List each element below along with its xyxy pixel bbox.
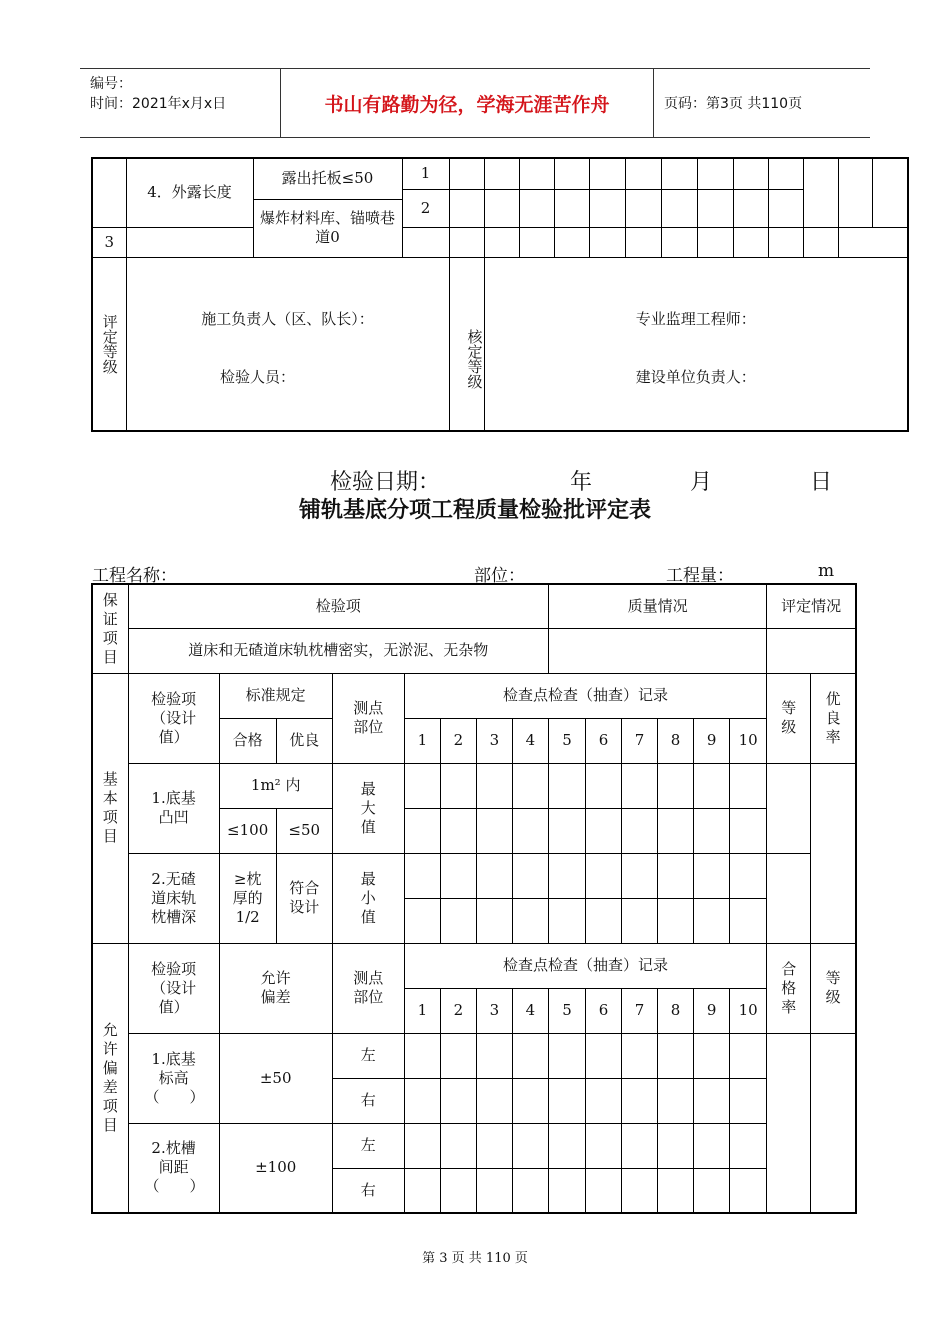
col-num: 6 [586, 988, 622, 1033]
col-num: 2 [440, 988, 476, 1033]
basic-label: 基本项目 [92, 673, 128, 943]
page-info-text: 页码：第3页 共110页 [664, 96, 803, 112]
b1-good: ≤50 [276, 808, 332, 853]
col-rating-header: 评定情况 [767, 584, 856, 628]
col-num: 7 [622, 718, 658, 763]
guarantee-label: 保证项目 [92, 584, 128, 673]
b1-point: 最大值 [332, 763, 404, 853]
quantity-unit: m [818, 561, 835, 581]
verify-label: 核定等级 [449, 257, 484, 431]
a2-item: 2.枕槽间距（ ） [128, 1123, 219, 1213]
b2-good: 符合设计 [276, 853, 332, 943]
quantity-label: 工程量： [666, 566, 734, 586]
builder-leader: 建设单位负责人： [635, 367, 756, 386]
b1-pass: ≤100 [219, 808, 276, 853]
header-meta [80, 69, 281, 137]
date-label: 检验日期： [330, 470, 441, 495]
number-label: 编号： [90, 76, 132, 92]
allow-measure-point-header: 测点部位 [332, 943, 404, 1033]
sub-exposed: 露出托板≤50 [253, 158, 402, 199]
construction-leader: 施工负责人（区、队长）： [201, 309, 374, 328]
b2-point: 最小值 [332, 853, 404, 943]
col-num: 10 [730, 988, 767, 1033]
allow-item-header: 检验项（设计值） [128, 943, 219, 1033]
good-rate-header: 优良率 [811, 673, 856, 763]
page-title: 铺轨基底分项工程质量检验批评定表 [298, 498, 651, 523]
std-good: 优良 [276, 718, 332, 763]
a1-left: 左 [332, 1033, 404, 1078]
construction-signature-cell [126, 257, 449, 431]
sub-explosive-store: 爆炸材料库、锚喷巷道0 [253, 199, 402, 257]
col-num: 3 [476, 718, 512, 763]
date-month: 月 [690, 470, 713, 495]
a2-dev: ±100 [219, 1123, 332, 1213]
col-num: 7 [622, 988, 658, 1033]
col-num: 9 [694, 718, 730, 763]
col-num: 5 [548, 718, 585, 763]
page-footer: 第 3 页 共 110 页 [422, 1251, 528, 1266]
col-num: 5 [548, 988, 585, 1033]
col-num: 4 [512, 718, 548, 763]
time-label: 时间：2021年x月x日 [90, 96, 227, 112]
project-name-label: 工程名称： [92, 566, 177, 586]
b1-item: 1.底基凸凹 [128, 763, 219, 853]
col-num: 2 [440, 718, 476, 763]
b2-pass: ≥枕厚的1/2 [219, 853, 276, 943]
col-num: 6 [586, 718, 622, 763]
supervisor: 专业监理工程师： [635, 309, 756, 328]
row-3: 3 [92, 227, 126, 257]
col-num: 1 [404, 718, 440, 763]
row-2: 2 [402, 189, 449, 227]
record-header: 检查点检查（抽查）记录 [404, 673, 766, 718]
col-num: 1 [404, 988, 440, 1033]
col-quality-header: 质量情况 [548, 584, 766, 628]
a1-right: 右 [332, 1078, 404, 1123]
date-day: 日 [810, 470, 833, 495]
col-num: 8 [658, 718, 694, 763]
header-slogan: 书山有路勤为径，学海无涯苦作舟 [281, 69, 654, 137]
location-label: 部位： [474, 566, 525, 586]
a1-item: 1.底基标高（ ） [128, 1033, 219, 1123]
col-num: 10 [730, 718, 767, 763]
rating-label: 评定等级 [92, 257, 126, 431]
col-item-header: 检验项 [128, 584, 548, 628]
measure-point-header: 测点部位 [332, 673, 404, 763]
a1-dev: ±50 [219, 1033, 332, 1123]
allow-label: 允许偏差项目 [92, 943, 128, 1213]
a2-left: 左 [332, 1123, 404, 1168]
supervisor-signature-cell [484, 257, 908, 431]
guarantee-text: 道床和无碴道床轨枕槽密实，无淤泥、无杂物 [128, 628, 548, 673]
date-year: 年 [570, 470, 593, 495]
standard-header: 标准规定 [219, 673, 332, 718]
quality-inspection-table [91, 583, 857, 1214]
allow-grade-header: 等级 [811, 943, 856, 1033]
col-num: 4 [512, 988, 548, 1033]
b1-std: 1m² 内 [219, 763, 332, 808]
b2-item: 2.无碴道床轨枕槽深 [128, 853, 219, 943]
std-pass: 合格 [219, 718, 276, 763]
header-page-info [664, 69, 870, 137]
pass-rate-header: 合格率 [767, 943, 811, 1033]
col-num: 9 [694, 988, 730, 1033]
page-header [80, 68, 870, 138]
continuation-table [91, 157, 909, 432]
allow-dev-header: 允许偏差 [219, 943, 332, 1033]
inspector: 检验人员： [219, 367, 295, 386]
allow-record-header: 检查点检查（抽查）记录 [404, 943, 766, 988]
col-num: 3 [476, 988, 512, 1033]
basic-item-header: 检验项（设计值） [128, 673, 219, 763]
grade-header: 等级 [767, 673, 811, 763]
col-num: 8 [658, 988, 694, 1033]
a2-right: 右 [332, 1168, 404, 1213]
row-1: 1 [402, 158, 449, 189]
outer-length-label: 4．外露长度 [126, 158, 253, 227]
